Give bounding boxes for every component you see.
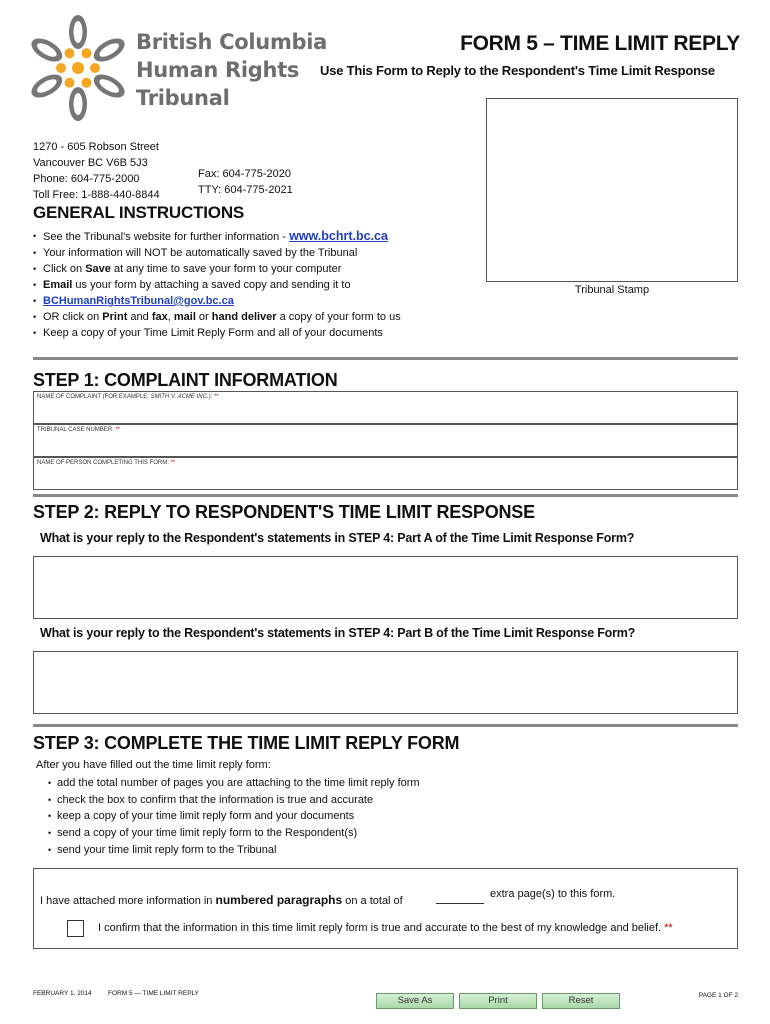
list-item: • send your time limit reply form to the Tribunal: [48, 842, 420, 859]
complaint-name-field[interactable]: [33, 391, 738, 424]
reply-part-a-field[interactable]: [33, 556, 738, 619]
page-number: PAGE 1 OF 2: [698, 992, 738, 999]
list-item: • send a copy of your time limit reply form to the Respondent(s): [48, 825, 420, 842]
attached-pages-text: I have attached more information in numbered paragraphs on a total of: [40, 893, 403, 907]
step1-title: STEP 1: COMPLAINT INFORMATION: [33, 370, 338, 390]
case-number-label: TRIBUNAL CASE NUMBER: **: [37, 427, 121, 433]
case-number-field[interactable]: [33, 424, 738, 457]
extra-pages-text: extra page(s) to this form.: [490, 888, 616, 900]
reset-button[interactable]: Reset: [542, 993, 620, 1009]
address-line-2: Vancouver BC V6B 5J3: [33, 157, 148, 169]
list-item: • keep a copy of your time limit reply form and your documents: [48, 808, 420, 825]
completer-name-field[interactable]: [33, 457, 738, 490]
org-name-line-2: Human Rights: [136, 58, 300, 82]
phone-number: Phone: 604-775-2000: [33, 173, 140, 185]
list-item-continued: [33, 293, 401, 309]
address-line-1: 1270 - 605 Robson Street: [33, 141, 159, 153]
list-item: • Your information will NOT be automatically saved by the Tribunal: [33, 245, 401, 261]
instructions-list: [33, 228, 401, 341]
confirmation-box: [33, 868, 738, 949]
footer-date: FEBRUARY 1, 2014: [33, 990, 92, 997]
list-item: • Click on Save at any time to save your form to your computer: [33, 261, 401, 277]
fax-number: Fax: 604-775-2020: [198, 168, 291, 180]
section-divider: [33, 724, 738, 727]
section-divider: [33, 357, 738, 360]
confirm-text: I confirm that the information in this time limit reply form is true and accurate to the best of my knowledge and belief. **: [98, 922, 673, 934]
complaint-name-label: NAME OF COMPLAINT (FOR EXAMPLE, SMITH V. ACME INC.): **: [37, 394, 219, 400]
list-item: • Email us your form by attaching a saved copy and sending it to: [33, 277, 401, 293]
footer-form-name: FORM 5 — TIME LIMIT REPLY: [108, 990, 200, 997]
step3-intro: After you have filled out the time limit reply form:: [36, 759, 271, 771]
general-instructions-heading: GENERAL INSTRUCTIONS: [33, 203, 245, 222]
list-item: • Keep a copy of your Time Limit Reply Form and all of your documents: [33, 325, 401, 341]
question-part-b: What is your reply to the Respondent's statements in STEP 4: Part B of the Time Limit Response Form?: [40, 626, 636, 640]
save-as-button[interactable]: Save As: [376, 993, 454, 1009]
org-name-line-3: Tribunal: [136, 86, 230, 110]
confirm-checkbox[interactable]: [67, 920, 84, 937]
form-subtitle: Use This Form to Reply to the Respondent's Time Limit Response: [320, 63, 715, 78]
question-part-a: What is your reply to the Respondent's statements in STEP 4: Part A of the Time Limit Response Form?: [40, 531, 635, 545]
tty-number: TTY: 604-775-2021: [198, 184, 293, 196]
form-title: FORM 5 – TIME LIMIT REPLY: [460, 32, 740, 55]
list-item: • check the box to confirm that the information is true and accurate: [48, 792, 420, 809]
email-link[interactable]: BCHumanRightsTribunal@gov.bc.ca: [43, 295, 234, 307]
completer-name-label: NAME OF PERSON COMPLETING THIS FORM: **: [37, 460, 176, 466]
print-button[interactable]: Print: [459, 993, 537, 1009]
step3-title: STEP 3: COMPLETE THE TIME LIMIT REPLY FORM: [33, 733, 460, 753]
list-item: • OR click on Print and fax, mail or hand deliver a copy of your form to us: [33, 309, 401, 325]
step2-title: STEP 2: REPLY TO RESPONDENT'S TIME LIMIT RESPONSE: [33, 502, 535, 522]
list-item: • See the Tribunal's website for further information - www.bchrt.bc.ca: [33, 228, 401, 245]
org-name-line-1: British Columbia: [136, 30, 328, 54]
tribunal-stamp-label: Tribunal Stamp: [574, 284, 650, 296]
tribunal-stamp-box: [486, 98, 738, 282]
toll-free-number: Toll Free: 1-888-440-8844: [33, 189, 160, 201]
section-divider: [33, 494, 738, 497]
reply-part-b-field[interactable]: [33, 651, 738, 714]
extra-pages-input[interactable]: [436, 903, 484, 904]
list-item: • add the total number of pages you are attaching to the time limit reply form: [48, 775, 420, 792]
step3-list: [48, 775, 420, 859]
website-link[interactable]: www.bchrt.bc.ca: [289, 229, 388, 243]
tribunal-logo-icon: [24, 12, 132, 124]
